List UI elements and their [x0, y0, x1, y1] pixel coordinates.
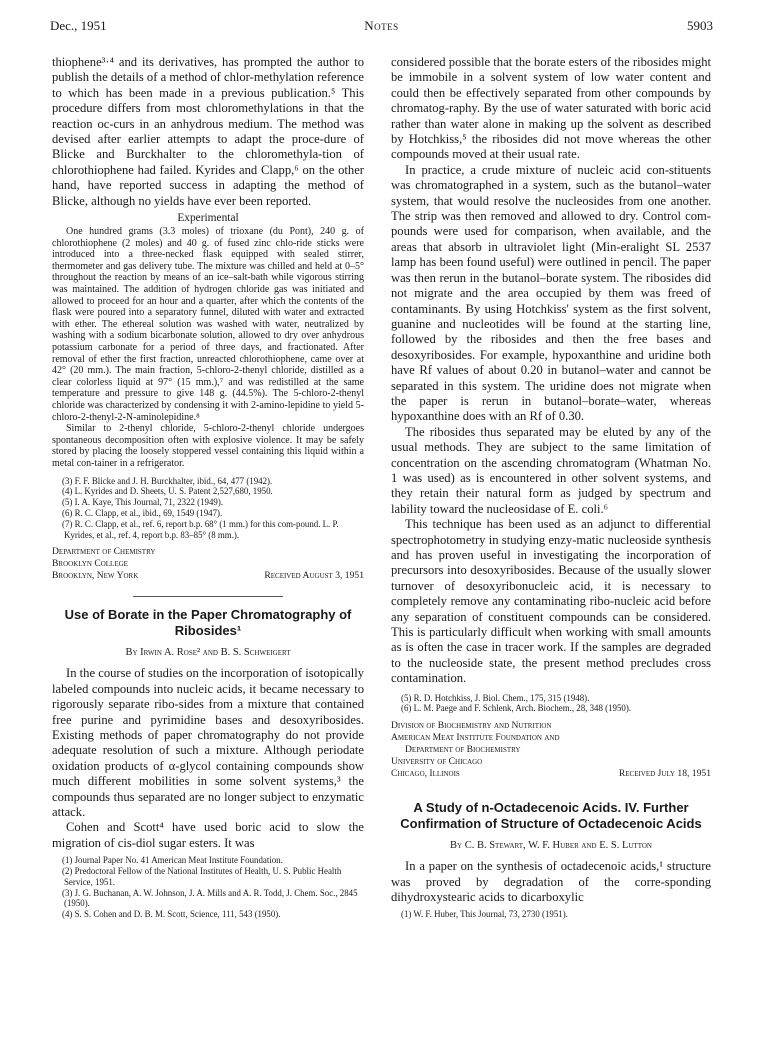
running-header: [50, 18, 713, 38]
left-column: [52, 55, 364, 920]
paragraph: Cohen and Scott⁴ have used boric acid to slow the migration of cis-diol sugar esters. It was: [52, 820, 364, 850]
right-column: [391, 55, 711, 920]
paragraph: In a paper on the synthesis of octadecenoic acids,¹ structure was proved by degradation of the corre-sponding dihydroxystearic acids to dicarboxylic: [391, 859, 711, 905]
footnote: (3) J. G. Buchanan, A. W. Johnson, J. A. Mills and A. R. Todd, J. Chem. Soc., 2845 (1950).: [62, 887, 358, 909]
footnotes: [52, 476, 364, 541]
paragraph: In practice, a crude mixture of nucleic acid con-stituents was chromatographed in a system, such as the butanol–water system, that would resolve the nucleosides from one another. The strip was then removed and allowed to dry. Control com-pounds were used for comparison, when available, and the areas that absorb in ultraviolet light (Min-eralight SL 2537 lamp has been found useful) were outlined in pencil. The paper was then rerun in the butanol–borate system. The ribosides did not migrate and the area occupied by them was freed of contaminants. By using Hotchkiss' system as the first solvent, guanine and nucleotides will be found at the starting line, followed by the ribosides and then the free bases and desoxyribosides. For example, hypoxanthine and uridine both have Rf values of about 0.20 in butanol–water and cannot be separated in this system. The uridine does not migrate when the paper is rerun in butanol–borate–water, whereas hypoxanthine does with an Rf of 0.30.: [391, 162, 711, 424]
article-title: Use of Borate in the Paper Chromatography of Ribosides¹: [64, 607, 352, 639]
article-title: A Study of n-Octadecenoic Acids. IV. Further Confirmation of Structure of Octadecenoic Acids: [400, 800, 702, 832]
footnote: (1) W. F. Huber, This Journal, 73, 2730 (1951).: [401, 909, 568, 920]
received-date: Received August 3, 1951: [264, 570, 364, 582]
header-date: Dec., 1951: [50, 18, 107, 33]
page-number: 5903: [687, 18, 713, 33]
footnote: (4) L. Kyrides and D. Sheets, U. S. Patent 2,527,680, 1950.: [62, 486, 273, 497]
paragraph: This technique has been used as an adjunct to differential spectrophotometry in studying enzy-matic nucleoside synthesis and has proven useful in investigating the incorporation of precursors into desoxyribosides. Because of the usually slower turnover of desoxyribonucleic acid, it is necessary to completely remove any contaminating ribo-nucleic acid before any separation of constituent compounds can be considered. This is particularly difficult when working with small amounts as is often the case in tracer work. If the samples are degraded to the nucleoside state, the present method precludes cross contamination.: [391, 517, 711, 686]
footnote: (3) F. F. Blicke and J. H. Burckhalter, ibid., 64, 477 (1942).: [62, 475, 273, 486]
paragraph: thiophene³·⁴ and its derivatives, has prompted the author to publish the details of a method of chlor-methylation reference to which has been made in a previous publication.⁵ This procedure differs from most chloromethylations in that the reaction oc-curs in an anhydrous medium. The method was devised after earlier attempts to adapt the proce-dure of Blicke and Burckhalter to the chloromethyla-tion of chlorothiophene had failed. Kyrides and Clapp,⁶ on the other hand, have reported success in adapting the method of Blicke, although no yields have ever been reported.: [52, 55, 364, 208]
paragraph: In the course of studies on the incorporation of isotopically labeled compounds into nucleic acids, it became necessary to rigorously separate ribo-sides from a mixture that contained free purine and pyrimidine bases and desoxyribosides. Existing methods of paper chromatography do not provide adequate resolution of such a mixture. Although periodate oxidation products of α-glycol containing compounds show much different mobilities in some solvent systems,³ the compounds thus separated are no longer subject to enzymatic attack.: [52, 666, 364, 819]
received-date: Received July 18, 1951: [618, 768, 711, 780]
header-section: Notes: [364, 18, 399, 33]
paragraph: Similar to 2-thenyl chloride, 5-chloro-2-thenyl chloride undergoes spontaneous decomposition often with explosive violence. It may be safely stored by placing the loosely stoppered vessel containing this liquid within a metal con-tainer in a refrigerator.: [52, 423, 364, 469]
divider: [133, 596, 283, 597]
paragraph: considered possible that the borate esters of the ribosides might be immobile in a solvent system of low water content and could then be effectively separated from other compounds by chromatog-raphy. By the use of water saturated with boric acid rather than water alone in making up the solvent as described by Hotchkiss,⁵ the ribosides did not move whereas the other compounds moved at their usual rate.: [391, 55, 711, 162]
footnote: (6) R. C. Clapp, et al., ibid., 69, 1549 (1947).: [62, 507, 223, 518]
footnote: (7) R. C. Clapp, et al., ref. 6, report b.p. 68° (1 mm.) for this com-pound. L. P. Kyrides, et al., ref. 4, report b.p. 83–85° (8 mm.).: [62, 518, 339, 540]
footnote: (6) L. M. Paege and F. Schlenk, Arch. Biochem., 28, 348 (1950).: [401, 703, 631, 714]
footnotes: [52, 855, 364, 920]
footnote: (5) R. D. Hotchkiss, J. Biol. Chem., 175, 315 (1948).: [401, 692, 590, 703]
footnote: (2) Predoctoral Fellow of the National Institutes of Health, U. S. Public Health Service, 1951.: [62, 865, 342, 887]
byline: By C. B. Stewart, W. F. Huber and E. S. Lutton: [450, 840, 652, 852]
footnote: (4) S. S. Cohen and D. B. M. Scott, Science, 111, 543 (1950).: [62, 909, 281, 920]
paragraph: One hundred grams (3.3 moles) of trioxane (du Pont), 240 g. of chlorothiophene (2 moles) and 40 g. of fused zinc chlo-ride sticks were introduced into a three-necked flask equipped with sealed stirrer, thermometer and gas delivery tube. The mixture was chilled and held at 0–5° throughout the reaction by means of an ice–salt-bath while vigorous stirring was maintained. The addition of hydrogen chloride gas was initiated and allowed to proceed for an hour and a quarter, after which the contents of the flask were poured into a separatory funnel, diluted with water and extracted with ether. The ethereal solution was washed with water, neutralized by washing with a sodium bicarbonate solution, allowed to dry over anhydrous potassium carbonate for a period of three days, and fractionated. After removal of ether the first fraction, unreacted chlorothiophene, came over at 42° (20 mm.). The main fraction, 5-chloro-2-thenyl chloride, distilled as a clear colorless liquid at 97° (15 mm.),⁷ and was redistilled at the same temperature and pressure to give 148 g. (44.5%). The 5-chloro-2-thenyl chloride was characterized by condensing it with 2-amino-lepidine to yield 5-chloro-2-thenyl-2-N-aminolepidine.⁸: [52, 226, 364, 423]
footnote: (1) Journal Paper No. 41 American Meat Institute Foundation.: [62, 855, 283, 866]
footnotes: [391, 693, 711, 715]
paragraph: The ribosides thus separated may be eluted by any of the usual methods. They are subject to the same limitation of concentration on the ascending chromatogram (Whatman No. 1 was used) as is encountered in other solvent systems, and they retain their natural form as judged by spectrum and lability toward the nucleosidase of E. coli.⁶: [391, 424, 711, 516]
affiliation: Division of Biochemistry and Nutrition American Meat Institute Foundation and Department of Biochemistry University of Chicago Chicago, Illinois Received July 18, 1951: [391, 720, 711, 780]
affiliation: Department of Chemistry Brooklyn College Brooklyn, New York Received August 3, 1951: [52, 546, 364, 582]
footnote: (5) I. A. Kaye, This Journal, 71, 2322 (1949).: [62, 497, 224, 508]
section-heading: Experimental: [177, 212, 239, 225]
byline: By Irwin A. Rose² and B. S. Schweigert: [125, 647, 291, 659]
